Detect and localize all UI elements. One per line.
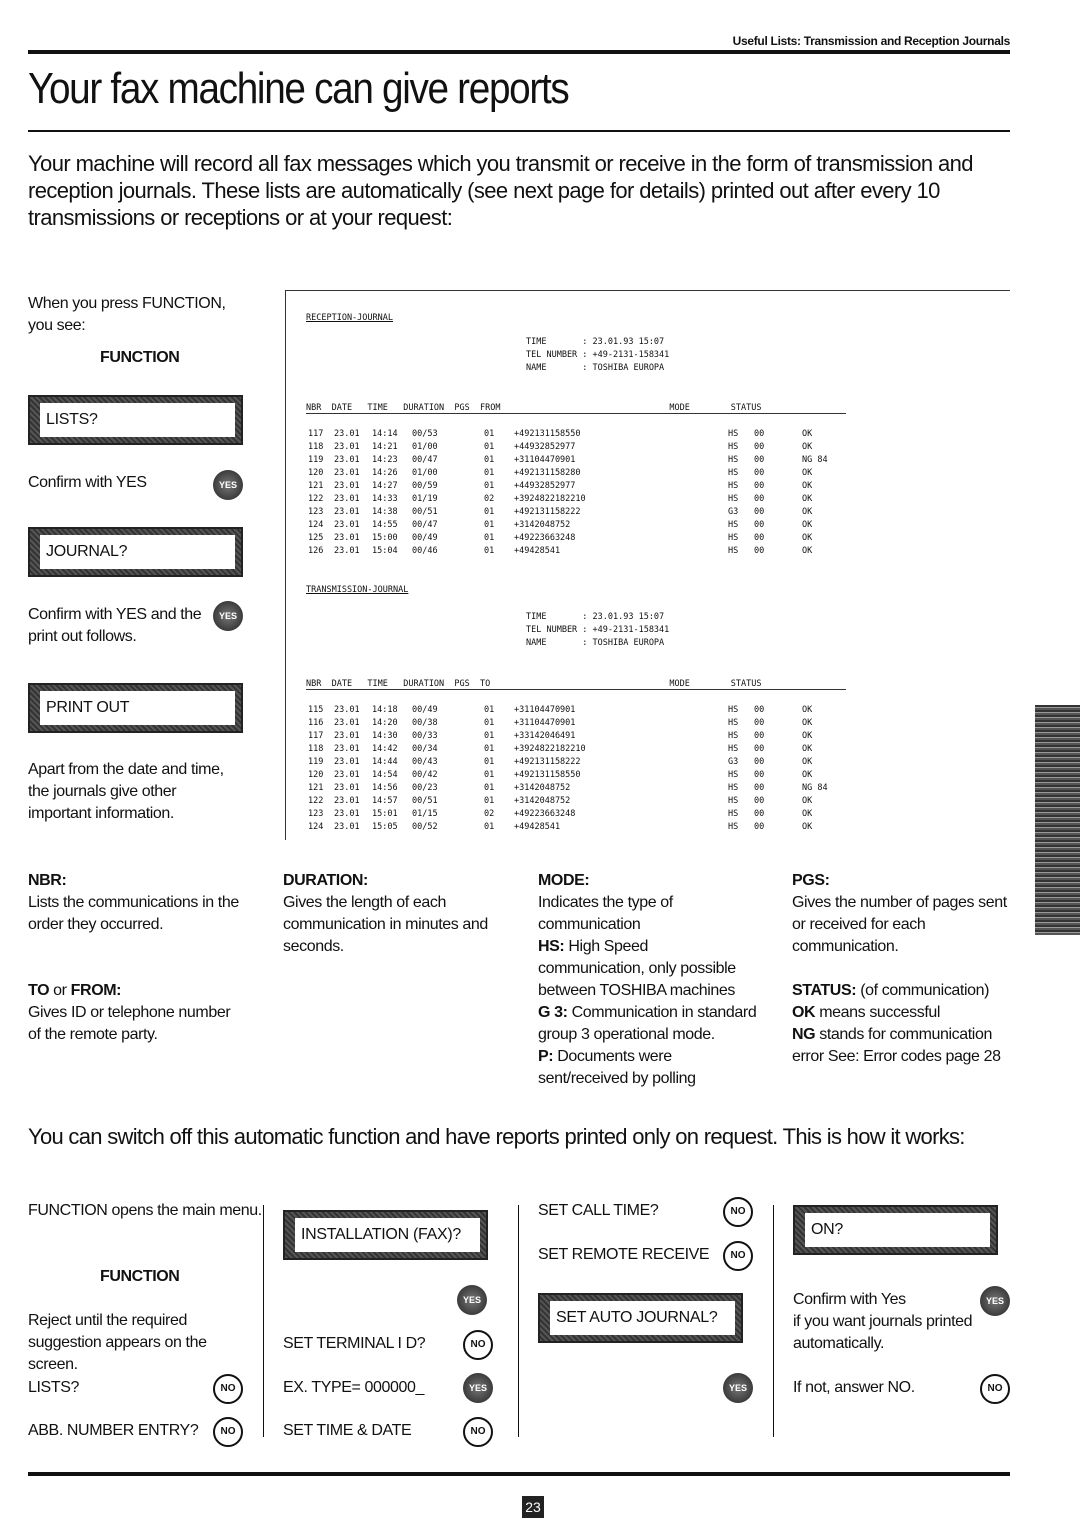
lcd-display-auto-journal [538, 1293, 743, 1343]
table-cell: 01 [484, 822, 495, 832]
table-cell: 00 [754, 442, 765, 452]
table-cell: 14:26 [372, 468, 398, 478]
table-cell: 00/43 [412, 757, 438, 767]
table-cell: HS [728, 770, 739, 780]
table-cell: OK [802, 770, 813, 780]
table-cell: +49223663248 [514, 533, 576, 543]
table-cell: HS [728, 705, 739, 715]
table-cell: 00 [754, 770, 765, 780]
table-row [304, 769, 848, 782]
table-cell: 01/19 [412, 494, 438, 504]
page-number: 23 [522, 1496, 544, 1518]
table-row [304, 506, 848, 519]
table-cell: 115 [308, 705, 324, 715]
confirm-print-text: Confirm with YES and the print out follows. [28, 606, 202, 645]
table-cell: 123 [308, 809, 324, 819]
table-cell: 00/42 [412, 770, 438, 780]
table-cell: +3924822182210 [514, 744, 586, 754]
table-cell: HS [728, 809, 739, 819]
table-cell: 121 [308, 783, 324, 793]
table-cell: OK [802, 822, 813, 832]
legend-pgs-status: PGS: Gives the number of pages sent or received for each communication. STATUS: (of communication) OK means successful NG stands for communication error See: Error codes page 28 [792, 872, 1007, 1065]
table-cell: 23.01 [334, 442, 360, 452]
table-cell: 01 [484, 744, 495, 754]
transmission-table [304, 704, 848, 834]
table-cell: +49223663248 [514, 809, 576, 819]
table-cell: OK [802, 481, 813, 491]
if-want-text: if you want journals printed automatically. [793, 1313, 973, 1352]
header-rule [28, 50, 1010, 54]
table-cell: 117 [308, 731, 324, 741]
table-cell: 23.01 [334, 705, 360, 715]
table-cell: +49428541 [514, 822, 561, 832]
table-cell: 00/52 [412, 822, 438, 832]
table-cell: 00 [754, 796, 765, 806]
table-cell: 00/47 [412, 520, 438, 530]
lcd-display-journal [28, 527, 243, 577]
table-cell: 00/33 [412, 731, 438, 741]
table-cell: 15:04 [372, 546, 398, 556]
table-cell: HS [728, 533, 739, 543]
reception-meta: TIME : 23.01.93 15:07 TEL NUMBER : +49-2131-158341 NAME : TOSHIBA EUROPA [526, 337, 670, 373]
table-cell: 00 [754, 783, 765, 793]
table-cell: 01/00 [412, 468, 438, 478]
table-cell: OK [802, 718, 813, 728]
table-cell: HS [728, 494, 739, 504]
lcd-text: ON? [805, 1213, 990, 1247]
table-cell: 14:33 [372, 494, 398, 504]
table-cell: 01 [484, 718, 495, 728]
table-cell: OK [802, 442, 813, 452]
table-cell: 14:27 [372, 481, 398, 491]
table-cell: 00 [754, 809, 765, 819]
table-cell: 117 [308, 429, 324, 439]
set-call-time-option: SET CALL TIME? [538, 1202, 659, 1219]
table-cell: 00 [754, 757, 765, 767]
yes-button-icon: YES [463, 1373, 493, 1403]
table-cell: OK [802, 546, 813, 556]
table-cell: OK [802, 757, 813, 767]
table-cell: 122 [308, 796, 324, 806]
table-cell: 14:57 [372, 796, 398, 806]
table-cell: OK [802, 809, 813, 819]
table-cell: HS [728, 783, 739, 793]
table-cell: 23.01 [334, 533, 360, 543]
table-cell: +31104470901 [514, 455, 576, 465]
table-cell: G3 [728, 757, 739, 767]
table-cell: 00 [754, 731, 765, 741]
no-button-icon: NO [213, 1374, 243, 1404]
table-cell: 00 [754, 468, 765, 478]
table-cell: +492131158550 [514, 770, 581, 780]
table-cell: 00/59 [412, 481, 438, 491]
table-cell: G3 [728, 507, 739, 517]
table-cell: 00/53 [412, 429, 438, 439]
lcd-display-print-out [28, 683, 243, 733]
table-cell: 01 [484, 796, 495, 806]
table-cell: 14:42 [372, 744, 398, 754]
table-cell: +3924822182210 [514, 494, 586, 504]
table-cell: +44932852977 [514, 442, 576, 452]
table-cell: HS [728, 718, 739, 728]
if-not-text: If not, answer NO. [793, 1379, 915, 1396]
transmission-journal-title: TRANSMISSION-JOURNAL [306, 585, 409, 595]
table-cell: 00/49 [412, 705, 438, 715]
lists-option: LISTS? [28, 1379, 79, 1396]
table-row [304, 821, 848, 834]
transmission-column-headers: NBR DATE TIME DURATION PGS TO MODE STATUS [306, 679, 846, 690]
switch-off-heading: You can switch off this automatic function and have reports printed only on request. This is how it works: [28, 1124, 965, 1149]
table-cell: HS [728, 468, 739, 478]
table-cell: 118 [308, 744, 324, 754]
table-cell: 125 [308, 533, 324, 543]
table-cell: HS [728, 481, 739, 491]
table-cell: 23.01 [334, 783, 360, 793]
table-cell: 118 [308, 442, 324, 452]
table-row [304, 441, 848, 454]
table-row [304, 454, 848, 467]
table-cell: 01 [484, 481, 495, 491]
table-cell: 02 [484, 494, 495, 504]
table-cell: HS [728, 822, 739, 832]
table-cell: 23.01 [334, 429, 360, 439]
table-cell: 01 [484, 507, 495, 517]
confirm-yes-text: Confirm with YES [28, 474, 147, 491]
table-cell: OK [802, 533, 813, 543]
table-cell: 121 [308, 481, 324, 491]
table-cell: 00 [754, 546, 765, 556]
table-cell: 00/51 [412, 507, 438, 517]
table-cell: +31104470901 [514, 705, 576, 715]
table-cell: +33142046491 [514, 731, 576, 741]
table-cell: 122 [308, 494, 324, 504]
lcd-display-lists [28, 395, 243, 445]
set-terminal-option: SET TERMINAL I D? [283, 1335, 426, 1352]
table-row [304, 467, 848, 480]
table-row [304, 545, 848, 558]
press-function-text: When you press FUNCTION, you see: [28, 295, 226, 334]
table-cell: 23.01 [334, 546, 360, 556]
table-cell: 14:56 [372, 783, 398, 793]
table-cell: 23.01 [334, 757, 360, 767]
table-cell: 01 [484, 468, 495, 478]
set-remote-option: SET REMOTE RECEIVE [538, 1246, 710, 1263]
table-cell: +44932852977 [514, 481, 576, 491]
lcd-text: INSTALLATION (FAX)? [295, 1218, 480, 1252]
table-cell: 14:18 [372, 705, 398, 715]
no-button-icon: NO [463, 1330, 493, 1360]
lcd-display-installation [283, 1210, 488, 1260]
no-button-icon: NO [463, 1417, 493, 1447]
table-cell: 14:21 [372, 442, 398, 452]
table-cell: 01/15 [412, 809, 438, 819]
table-cell: 23.01 [334, 744, 360, 754]
table-cell: 23.01 [334, 507, 360, 517]
ex-type-option: EX. TYPE= 000000_ [283, 1379, 425, 1396]
table-cell: 14:14 [372, 429, 398, 439]
table-cell: 00/38 [412, 718, 438, 728]
table-cell: 14:30 [372, 731, 398, 741]
yes-button-icon: YES [457, 1285, 487, 1315]
table-cell: 00 [754, 507, 765, 517]
table-row [304, 480, 848, 493]
table-cell: 120 [308, 468, 324, 478]
yes-button-icon: YES [723, 1373, 753, 1403]
table-cell: 01 [484, 533, 495, 543]
table-cell: 00 [754, 533, 765, 543]
table-cell: 00 [754, 718, 765, 728]
table-row [304, 782, 848, 795]
table-cell: 00/23 [412, 783, 438, 793]
table-cell: 23.01 [334, 718, 360, 728]
table-cell: 00 [754, 494, 765, 504]
table-cell: 14:54 [372, 770, 398, 780]
table-cell: 23.01 [334, 770, 360, 780]
table-cell: OK [802, 520, 813, 530]
table-cell: OK [802, 507, 813, 517]
set-time-option: SET TIME & DATE [283, 1422, 412, 1439]
no-button-icon: NO [980, 1374, 1010, 1404]
table-cell: 00 [754, 520, 765, 530]
reception-journal-title: RECEPTION-JOURNAL [306, 313, 393, 323]
lcd-text: JOURNAL? [40, 535, 235, 569]
table-cell: HS [728, 455, 739, 465]
legend-to-from: TO or FROM: Gives ID or telephone number of the remote party. [28, 982, 231, 1043]
table-row [304, 532, 848, 545]
table-cell: 124 [308, 822, 324, 832]
table-row [304, 743, 848, 756]
no-button-icon: NO [723, 1241, 753, 1271]
legend-duration: DURATION: Gives the length of each communication in minutes and seconds. [283, 872, 488, 955]
table-cell: 00/46 [412, 546, 438, 556]
table-cell: 14:38 [372, 507, 398, 517]
title-rule [28, 130, 1010, 132]
table-cell: HS [728, 731, 739, 741]
table-cell: 23.01 [334, 455, 360, 465]
function-opens-text: FUNCTION opens the main menu. [28, 1202, 262, 1219]
table-cell: 00 [754, 429, 765, 439]
table-cell: 15:01 [372, 809, 398, 819]
table-cell: 00 [754, 481, 765, 491]
table-cell: HS [728, 442, 739, 452]
table-cell: +492131158222 [514, 757, 581, 767]
lcd-text: LISTS? [40, 403, 235, 437]
table-cell: 00 [754, 455, 765, 465]
table-cell: HS [728, 796, 739, 806]
footer-rule [28, 1472, 1010, 1476]
table-cell: NG 84 [802, 783, 828, 793]
divider [773, 1205, 774, 1437]
table-cell: 00 [754, 822, 765, 832]
reception-table [304, 428, 848, 558]
table-cell: 02 [484, 809, 495, 819]
table-cell: 23.01 [334, 796, 360, 806]
table-cell: +3142048752 [514, 783, 571, 793]
page-edge-tab [1035, 705, 1080, 935]
table-cell: OK [802, 796, 813, 806]
table-cell: 120 [308, 770, 324, 780]
lcd-display-on [793, 1205, 998, 1255]
table-cell: 15:05 [372, 822, 398, 832]
table-cell: 01 [484, 757, 495, 767]
table-cell: 126 [308, 546, 324, 556]
table-cell: 14:44 [372, 757, 398, 767]
journal-printout [285, 290, 1010, 840]
table-row [304, 493, 848, 506]
table-cell: NG 84 [802, 455, 828, 465]
table-cell: +49428541 [514, 546, 561, 556]
table-cell: HS [728, 744, 739, 754]
table-cell: 00/47 [412, 455, 438, 465]
table-cell: 23.01 [334, 494, 360, 504]
table-cell: +3142048752 [514, 520, 571, 530]
table-cell: 23.01 [334, 731, 360, 741]
table-cell: 00/49 [412, 533, 438, 543]
table-row [304, 428, 848, 441]
table-cell: 01 [484, 520, 495, 530]
table-cell: +492131158222 [514, 507, 581, 517]
apart-text: Apart from the date and time, the journals give other important information. [28, 761, 224, 822]
yes-button-icon: YES [213, 601, 243, 631]
table-row [304, 730, 848, 743]
table-cell: HS [728, 429, 739, 439]
reception-column-headers: NBR DATE TIME DURATION PGS FROM MODE STATUS [306, 403, 846, 414]
page-title: Your fax machine can give reports [28, 64, 569, 113]
table-row [304, 795, 848, 808]
table-cell: OK [802, 468, 813, 478]
table-cell: 124 [308, 520, 324, 530]
table-cell: 01/00 [412, 442, 438, 452]
table-cell: 00/51 [412, 796, 438, 806]
table-cell: 01 [484, 705, 495, 715]
table-cell: 01 [484, 455, 495, 465]
confirm-yes-text: Confirm with Yes [793, 1291, 906, 1308]
table-cell: HS [728, 546, 739, 556]
legend-mode: MODE: Indicates the type of communication HS: High Speed communication, only possible between TOSHIBA machines G 3: Communication in standard group 3 operational mode. P: Documents were sent/received by polling [538, 872, 757, 1087]
table-cell: 123 [308, 507, 324, 517]
table-cell: 23.01 [334, 481, 360, 491]
table-cell: +492131158550 [514, 429, 581, 439]
table-cell: 23.01 [334, 822, 360, 832]
abb-number-option: ABB. NUMBER ENTRY? [28, 1422, 199, 1439]
divider [518, 1205, 519, 1437]
intro-paragraph: Your machine will record all fax messages which you transmit or receive in the form of transmission and reception journals. These lists are automatically (see next page for details) printed out after every 10 transmissions or receptions or at your request: [28, 151, 973, 230]
table-cell: OK [802, 429, 813, 439]
table-cell: 00 [754, 744, 765, 754]
function-key-label: FUNCTION [100, 349, 180, 366]
table-row [304, 519, 848, 532]
divider [263, 1205, 264, 1437]
table-row [304, 704, 848, 717]
table-cell: 01 [484, 546, 495, 556]
table-cell: 14:23 [372, 455, 398, 465]
table-cell: +31104470901 [514, 718, 576, 728]
table-cell: 116 [308, 718, 324, 728]
table-cell: 14:55 [372, 520, 398, 530]
table-cell: 14:20 [372, 718, 398, 728]
table-cell: 23.01 [334, 468, 360, 478]
legend-nbr: NBR: Lists the communications in the order they occurred. [28, 872, 239, 933]
table-row [304, 717, 848, 730]
table-cell: +3142048752 [514, 796, 571, 806]
table-cell: 119 [308, 455, 324, 465]
table-cell: OK [802, 731, 813, 741]
no-button-icon: NO [723, 1197, 753, 1227]
table-cell: HS [728, 520, 739, 530]
table-cell: 00/34 [412, 744, 438, 754]
lcd-text: SET AUTO JOURNAL? [550, 1301, 735, 1335]
table-cell: 23.01 [334, 520, 360, 530]
table-cell: OK [802, 705, 813, 715]
yes-button-icon: YES [980, 1286, 1010, 1316]
table-cell: 01 [484, 731, 495, 741]
table-row [304, 756, 848, 769]
table-cell: +492131158280 [514, 468, 581, 478]
table-cell: 23.01 [334, 809, 360, 819]
table-cell: 00 [754, 705, 765, 715]
transmission-meta: TIME : 23.01.93 15:07 TEL NUMBER : +49-2131-158341 NAME : TOSHIBA EUROPA [526, 612, 670, 648]
yes-button-icon: YES [213, 470, 243, 500]
table-cell: 01 [484, 770, 495, 780]
table-cell: OK [802, 744, 813, 754]
table-cell: OK [802, 494, 813, 504]
lcd-text: PRINT OUT [40, 691, 235, 725]
table-cell: 01 [484, 783, 495, 793]
table-cell: 01 [484, 442, 495, 452]
table-row [304, 808, 848, 821]
running-header: Useful Lists: Transmission and Reception Journals [732, 34, 1010, 48]
no-button-icon: NO [213, 1417, 243, 1447]
function-key-label: FUNCTION [100, 1268, 180, 1285]
table-cell: 15:00 [372, 533, 398, 543]
table-cell: 01 [484, 429, 495, 439]
reject-text: Reject until the required suggestion appears on the screen. [28, 1312, 207, 1373]
table-cell: 119 [308, 757, 324, 767]
